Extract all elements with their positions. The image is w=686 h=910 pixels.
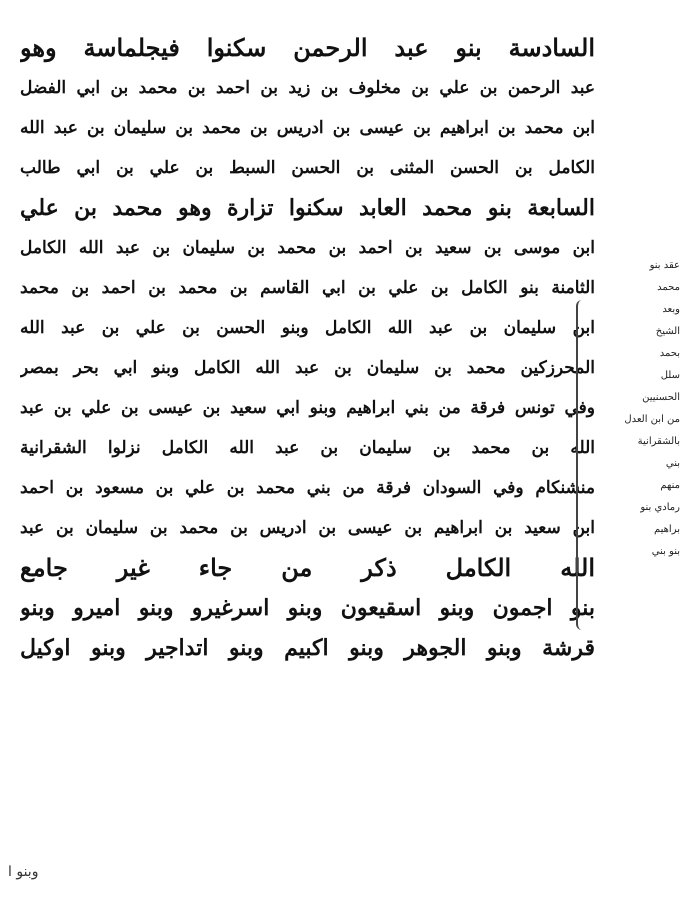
margin-note-line: منهم (660, 480, 680, 491)
margin-note (584, 255, 680, 563)
margin-note-line: بحمد (659, 348, 680, 359)
text-line: منشنكام وفي السودان فرقة من بني محمد بن علي بن مسعود بن احمد (20, 478, 595, 498)
text-line: السادسة بنو عبد الرحمن سكنوا فيجلماسة وهو (20, 33, 595, 62)
margin-note-line: سلل (660, 370, 680, 381)
text-line: السابعة بنو محمد العابد سكنوا تزارة وهو محمد بن علي (20, 195, 595, 221)
section-heading-line: الله الكامل ذكر من جاء غير جامع (20, 553, 595, 582)
text-line: الكامل بن الحسن المثنى بن الحسن السبط بن علي بن ابي طالب (20, 158, 595, 178)
text-line: ابن محمد بن ابراهيم بن عيسى بن ادريس بن محمد بن سليمان بن عبد الله (20, 118, 595, 138)
margin-note-line: بني (665, 458, 680, 469)
text-line: وفي تونس فرقة من بني ابراهيم وبنو ابي سعيد بن عيسى بن علي بن عبد (20, 398, 595, 418)
margin-note-line: رمادي بنو (640, 502, 680, 513)
margin-note-line: محمد (657, 282, 680, 293)
text-line: الثامنة بنو الكامل بن علي بن ابي القاسم بن محمد بن احمد بن محمد (20, 278, 595, 298)
margin-note-line: من ابن العدل (624, 414, 680, 425)
text-line: الله بن محمد بن سليمان بن عبد الله الكامل نزلوا الشقرانية (20, 438, 595, 458)
margin-note-line: براهيم (653, 524, 680, 535)
text-line: ابن سعيد بن ابراهيم بن عيسى بن ادريس بن محمد بن سليمان بن عبد (20, 518, 595, 538)
margin-note-line: الحسنيين (642, 392, 680, 403)
text-line: قرشة وبنو الجوهر وبنو اكبيم وبنو اتداجير وبنو اوكيل (20, 635, 595, 661)
margin-note-line: وبعد (662, 304, 680, 315)
main-text-block (20, 28, 595, 668)
text-line: ابن موسى بن سعيد بن احمد بن محمد بن سليمان بن عبد الله الكامل (20, 238, 595, 258)
text-line: المحرزكين محمد بن سليمان بن عبد الله الكامل وبنو ابي بحر بمصر (20, 358, 595, 378)
margin-note-line: الشيخ (655, 326, 680, 337)
text-line: بنو اجمون وبنو اسقيعون وبنو اسرغيرو وبنو اميرو وبنو (20, 595, 595, 621)
margin-note-line: بنو بني (651, 546, 680, 557)
text-line: عبد الرحمن بن علي بن مخلوف بن زيد بن احمد بن محمد بن ابي الفضل (20, 78, 595, 98)
margin-note-line: بالشقرانية (637, 436, 680, 447)
folio-catchword: وبنو ا (8, 864, 39, 880)
margin-note-line: عقد بنو (649, 260, 680, 271)
text-line: ابن سليمان بن عبد الله الكامل وبنو الحسن بن علي بن عبد الله (20, 318, 595, 338)
